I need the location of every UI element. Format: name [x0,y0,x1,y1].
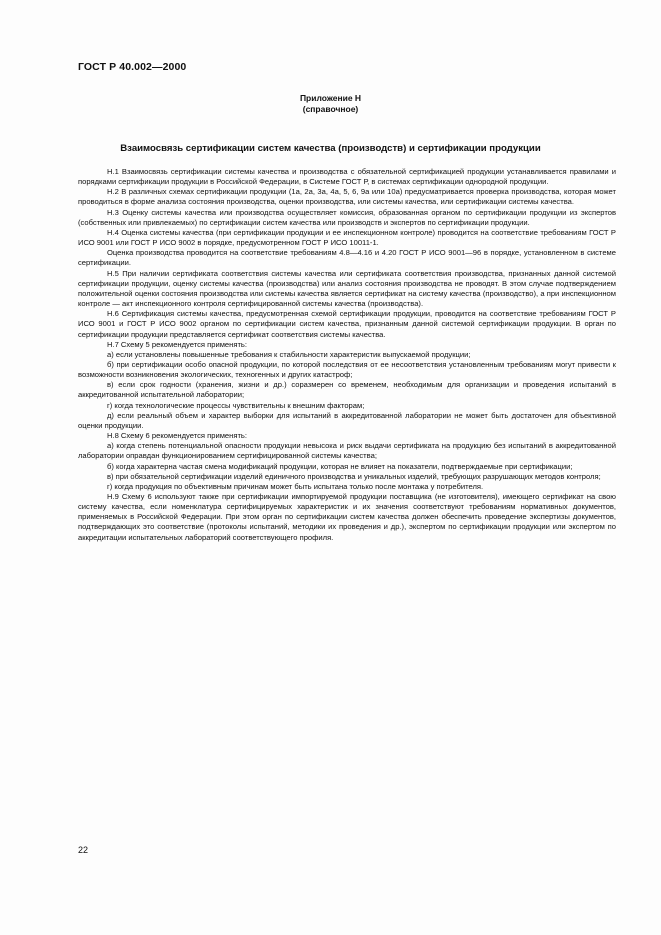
list-item-n7-b: б) при сертификации особо опасной продукции, по которой последствия от ее несоответствия установленным требованиям могут привести к возможности возникновения экологических, техногенных и других катастроф; [78,359,616,380]
list-item-n7-g: г) когда технологические процессы чувствительны к внешним факторам; [107,400,365,410]
paragraph-n6: Н.6 Сертификация системы качества, предусмотренная схемой сертификации продукции, проводится на соответствие требованиям ГОСТ Р ИСО 9001 и ГОСТ Р ИСО 9002 органом по сертификации систем качества, признанным данной системой сертификации продукции. В орган по сертификации продукции представляется сертификат соответствия системы качества. [78,309,616,339]
list-item-n8-g: г) когда продукция по объективным причинам может быть испытана только после монтажа у потребителя. [107,481,484,491]
paragraph-n2: Н.2 В различных схемах сертификации продукции (1а, 2а, 3а, 4а, 5, 6, 9а или 10а) предусматривается проверка производства, которая может проводиться в форме анализа состояния производства, оценки производства, или системы качества, или сертификации системы качества. [78,187,616,207]
list-item-n7-d: д) если реальный объем и характер выборки для испытаний в аккредитованной лаборатории не может быть достаточен для объективной оценки продукции. [78,410,616,430]
paragraph-n9: Н.9 Схему 6 используют также при сертификации импортируемой продукции поставщика (не изготовителя), имеющего сертификат на свою систему качества, если номенклатура сертифицируемых характеристик и их значения соответствуют требованиям нормативных документов, применяемых в Российской Федерации. При этом орган по сертификации систем качества должен обеспечить проведение экспертизы документов, подтверждающих это соответствие (протоколы испытаний, методики их проведения и др.), экспертом по сертификации продукции или экспертом по аккредитации испытательных лабораторий соответствующего профиля. [78,492,616,542]
list-item-n7-a: а) если установлены повышенные требования к стабильности характеристик выпускаемой продукции; [107,349,471,359]
annex-block [0,93,661,115]
paragraph-n4: Н.4 Оценка системы качества (при сертификации продукции и ее инспекционном контроле) проводится на соответствие требованиям ГОСТ Р ИСО 9001 или ГОСТ Р ИСО 9002 в порядке, предусмотренном ГОСТ Р ИСО 10011-1. [78,227,616,248]
paragraph-n8: Н.8 Схему 6 рекомендуется применять: [107,431,248,441]
page-number: 22 [78,845,89,855]
list-item-n7-v: в) если срок годности (хранения, жизни и др.) соразмерен со временем, необходимым для организации и проведения испытаний в аккредитованной испытательной лаборатории; [78,380,616,400]
body-text [78,167,616,543]
paragraph-n3: Н.3 Оценку системы качества или производства осуществляет комиссия, образованная органом по сертификации продукции из экспертов (собственных или привлекаемых) по сертификации систем качества или производств и экспертов по сертификации продукции. [78,207,616,227]
document-header: ГОСТ Р 40.002—2000 [78,61,187,73]
paragraph-n5: Н.5 При наличии сертификата соответствия системы качества или сертификата соответствия производства, признанных данной системой сертификации продукции, оценку системы качества (производства) или анализ состояния производства не проводят. В этом случае подтверждением положительной оценки состояния производства или системы качества является сертификат на систему качества (производство), а при инспекционном контроле — акт инспекционного контроля сертифицированной системы качества (производства). [78,268,616,309]
list-item-n8-v: в) при обязательной сертификации изделий единичного производства и уникальных изделий, требующих разрушающих методов контроля; [107,471,601,481]
annex-title: Приложение Н [299,93,362,103]
annex-type: (справочное) [302,104,359,114]
list-item-n8-a: а) когда степень потенциальной опасности продукции невысока и риск выдачи сертификата на продукцию без испытаний в аккредитованной лаборатории оправдан функционированием сертифицированной системы качества; [78,441,616,461]
paragraph-n1: Н.1 Взаимосвязь сертификации системы качества и производства с обязательной сертификацией продукции устанавливается правилами и порядками сертификации продукции в Российской Федерации, в Системе ГОСТ Р, в системах сертификации однородной продукции. [78,167,616,187]
paragraph-n7: Н.7 Схему 5 рекомендуется применять: [107,339,248,349]
list-item-n8-b: б) когда характерна частая смена модификаций продукции, которая не влияет на показатели, подтверждаемые при сертификации; [107,461,573,471]
paragraph-n4-production: Оценка производства проводится на соответствие требованиям 4.8—4.16 и 4.20 ГОСТ Р ИСО 9001—96 в порядке, установленном в системе сертификации. [78,248,616,268]
section-heading: Взаимосвязь сертификации систем качества (производств) и сертификации продукции [120,143,541,154]
